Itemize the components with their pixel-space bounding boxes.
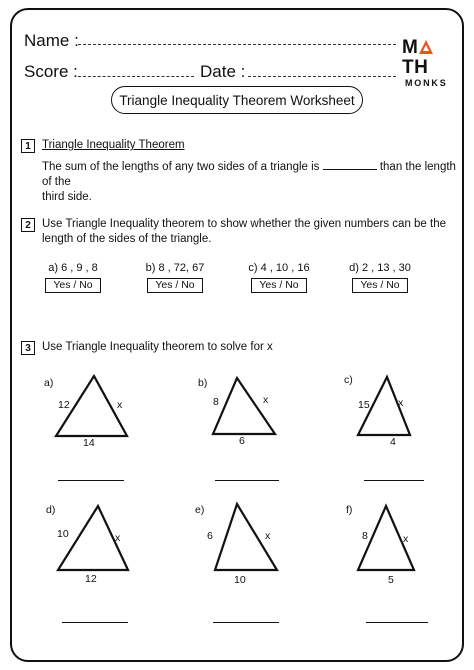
q3-problem-d — [30, 500, 170, 630]
left-side-label: 15 — [358, 399, 370, 411]
logo-triangle-icon — [418, 39, 434, 55]
left-side-label: 8 — [213, 396, 219, 408]
q1-answer-blank[interactable] — [323, 160, 377, 170]
base-label: 6 — [239, 435, 245, 447]
name-field-line[interactable] — [78, 44, 396, 45]
name-label: Name : — [24, 31, 79, 50]
date-field-line[interactable] — [248, 76, 396, 77]
triangle-figure — [30, 372, 170, 442]
answer-line[interactable] — [215, 480, 279, 481]
q2-option-c — [238, 262, 320, 293]
base-label: 10 — [234, 574, 246, 586]
triangle-figure — [185, 500, 325, 580]
q2-line2: length of the sides of the triangle. — [42, 233, 212, 245]
answer-line[interactable] — [213, 622, 279, 623]
answer-line[interactable] — [62, 622, 128, 623]
triangle-figure — [185, 372, 325, 442]
problem-letter: b) — [198, 377, 208, 389]
base-label: 4 — [390, 436, 396, 448]
right-side-label: x — [265, 530, 271, 542]
yes-no-choice[interactable]: Yes / No — [45, 278, 101, 293]
base-label: 14 — [83, 437, 95, 449]
logo-subtitle: MONKS — [405, 78, 448, 88]
q1-text-before: The sum of the lengths of any two sides of a triangle is — [42, 161, 320, 173]
q3-problem-b — [185, 372, 325, 502]
worksheet-title: Triangle Inequality Theorem Worksheet — [111, 86, 363, 114]
q2-option-a — [32, 262, 114, 293]
yes-no-choice[interactable]: Yes / No — [352, 278, 408, 293]
q3-problem-a — [30, 372, 170, 502]
q2-option-d — [339, 262, 421, 293]
q2-option-label: a) 6 , 9 , 8 — [48, 262, 98, 274]
q2-option-label: b) 8 , 72, 67 — [145, 262, 205, 274]
problem-letter: d) — [46, 504, 56, 516]
q2-instructions — [42, 217, 466, 247]
q2-option-label: c) 4 , 10 , 16 — [248, 262, 310, 274]
math-monks-logo — [402, 38, 458, 89]
q3-problem-c — [330, 372, 470, 502]
right-side-label: x — [115, 532, 121, 544]
problem-letter: a) — [44, 377, 54, 389]
right-side-label: x — [263, 394, 269, 406]
left-side-label: 12 — [58, 399, 70, 411]
problem-letter: e) — [195, 504, 205, 516]
base-label: 5 — [388, 574, 394, 586]
q1-heading: Triangle Inequality Theorem — [42, 139, 185, 151]
triangle-figure — [330, 500, 470, 580]
q3-problem-e — [185, 500, 325, 630]
right-side-label: x — [398, 397, 404, 409]
q2-option-label: d) 2 , 13 , 30 — [349, 262, 411, 274]
answer-line[interactable] — [58, 480, 124, 481]
q2-option-b — [134, 262, 216, 293]
score-label: Score : — [24, 62, 78, 81]
answer-line[interactable] — [364, 480, 424, 481]
q2-line1: Use Triangle Inequality theorem to show whether the given numbers can be the — [42, 218, 447, 230]
q3-problem-f — [330, 500, 470, 630]
problem-letter: f) — [346, 504, 353, 516]
left-side-label: 10 — [57, 528, 69, 540]
logo-letter-m: M — [402, 37, 419, 58]
q1-text-line2: third side. — [42, 191, 92, 203]
yes-no-choice[interactable]: Yes / No — [147, 278, 203, 293]
question-number-1: 1 — [21, 139, 35, 153]
base-label: 12 — [85, 573, 97, 585]
question-number-3: 3 — [21, 341, 35, 355]
yes-no-choice[interactable]: Yes / No — [251, 278, 307, 293]
answer-line[interactable] — [366, 622, 428, 623]
score-field-line[interactable] — [78, 76, 194, 77]
left-side-label: 8 — [362, 530, 368, 542]
triangle-figure — [30, 500, 170, 580]
right-side-label: x — [403, 533, 409, 545]
q1-statement — [42, 160, 462, 205]
logo-letters-th: TH — [402, 57, 429, 78]
q3-heading: Use Triangle Inequality theorem to solve for x — [42, 341, 273, 353]
question-number-2: 2 — [21, 218, 35, 232]
left-side-label: 6 — [207, 530, 213, 542]
q1-text-after: than the length of the — [42, 161, 456, 188]
date-label: Date : — [200, 62, 246, 81]
right-side-label: x — [117, 399, 123, 411]
problem-letter: c) — [344, 374, 353, 386]
